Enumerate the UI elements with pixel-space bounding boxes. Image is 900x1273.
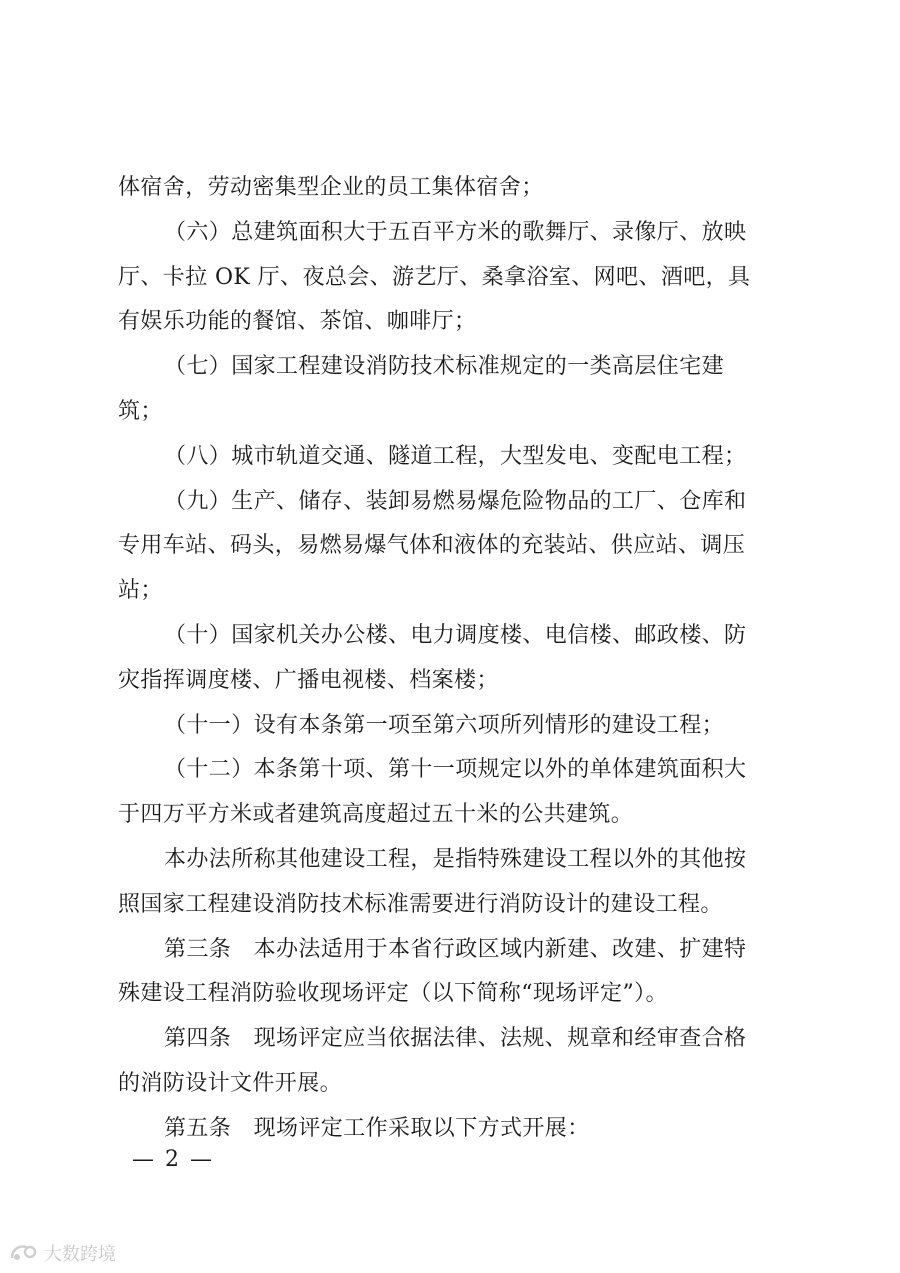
text-line: （十）国家机关办公楼、电力调度楼、电信楼、邮政楼、防: [164, 622, 747, 648]
page-number: — 2 —: [132, 1147, 214, 1172]
text-line: 体宿舍，劳动密集型企业的员工集体宿舍；: [118, 175, 544, 200]
text-line: 厅、卡拉 OK 厅、夜总会、游艺厅、桑拿浴室、网吧、酒吧，具: [118, 264, 751, 290]
watermark-logo-icon: [8, 1242, 38, 1264]
text-line: 站；: [118, 578, 163, 604]
text-line: （七）国家工程建设消防技术标准规定的一类高层住宅建: [164, 354, 725, 380]
document-body: [118, 166, 786, 1152]
text-line: 第四条 现场评定应当依据法律、法规、规章和经审查合格: [164, 1026, 747, 1052]
text-line: （十一）设有本条第一项至第六项所列情形的建设工程；: [164, 712, 725, 738]
text-line: 第三条 本办法适用于本省行政区域内新建、改建、扩建特: [164, 936, 747, 962]
watermark: [8, 1240, 116, 1266]
text-line: 于四万平方米或者建筑高度超过五十米的公共建筑。: [118, 802, 634, 828]
text-line: 本办法所称其他建设工程，是指特殊建设工程以外的其他按: [164, 846, 747, 872]
text-line: 照国家工程建设消防技术标准需要进行消防设计的建设工程。: [118, 891, 723, 917]
text-line: 灾指挥调度楼、广播电视楼、档案楼；: [118, 667, 499, 693]
text-line: 筑；: [118, 398, 163, 424]
text-line: （八）城市轨道交通、隧道工程，大型发电、变配电工程；: [164, 443, 747, 469]
text-line: （十二）本条第十项、第十一项规定以外的单体建筑面积大: [164, 757, 747, 783]
text-line: 第五条 现场评定工作采取以下方式开展：: [164, 1115, 590, 1141]
text-line: 的消防设计文件开展。: [118, 1070, 343, 1096]
text-line: 殊建设工程消防验收现场评定（以下简称“现场评定”）。: [118, 981, 668, 1007]
text-line: 专用车站、码头，易燃易爆气体和液体的充装站、供应站、调压: [118, 533, 746, 559]
text-line: （九）生产、储存、装卸易燃易爆危险物品的工厂、仓库和: [164, 488, 747, 514]
text-line: （六）总建筑面积大于五百平方米的歌舞厅、录像厅、放映: [164, 219, 747, 245]
text-line: 有娱乐功能的餐馆、茶馆、咖啡厅；: [118, 309, 477, 335]
watermark-text: 大数跨境: [44, 1244, 116, 1265]
